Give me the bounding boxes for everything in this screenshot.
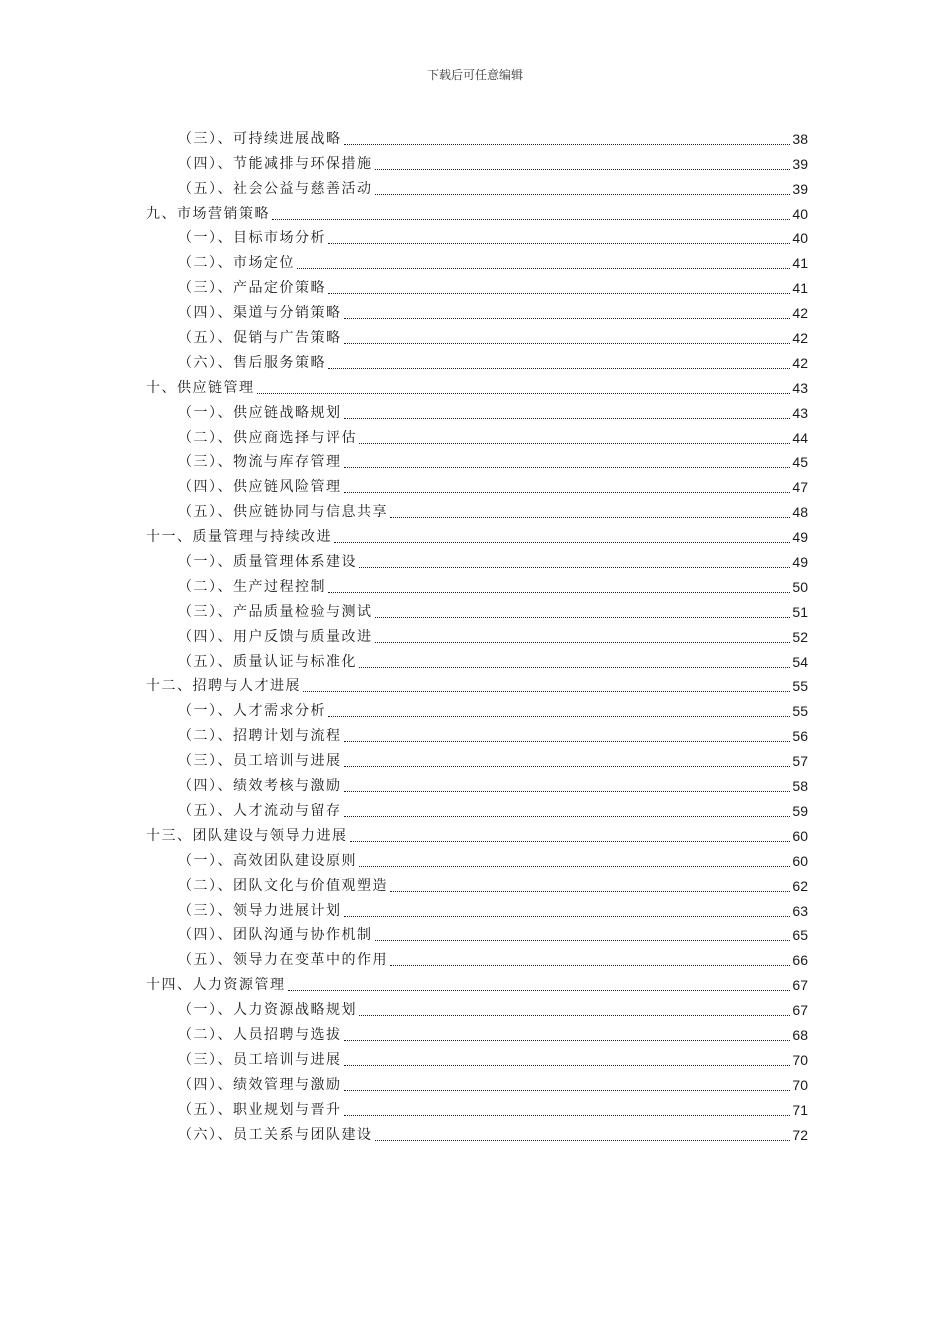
toc-dot-leader (375, 1140, 791, 1141)
toc-dot-leader (359, 667, 790, 668)
toc-page-number: 45 (792, 454, 808, 471)
toc-page-number: 41 (792, 280, 808, 297)
toc-page-number: 65 (792, 927, 808, 944)
toc-page-number: 68 (792, 1026, 808, 1043)
toc-section-entry[interactable] (146, 398, 808, 423)
toc-page-number: 40 (792, 230, 808, 247)
toc-page-number: 54 (792, 653, 808, 670)
toc-chapter-entry[interactable] (146, 199, 808, 224)
toc-page-number: 63 (792, 902, 808, 919)
toc-page-number: 49 (792, 554, 808, 571)
toc-entry-title: （五）、社会公益与慈善活动 (178, 180, 373, 197)
toc-chapter-entry[interactable] (146, 672, 808, 697)
toc-page-number: 43 (792, 379, 808, 396)
toc-section-entry[interactable] (146, 273, 808, 298)
toc-page-number: 66 (792, 952, 808, 969)
toc-page-number: 55 (792, 678, 808, 695)
toc-dot-leader (375, 940, 791, 941)
toc-dot-leader (334, 542, 790, 543)
toc-page-number: 58 (792, 778, 808, 795)
toc-entry-title: （一）、人才需求分析 (178, 703, 326, 720)
toc-page-number: 48 (792, 504, 808, 521)
toc-entry-title: （四）、绩效管理与激励 (178, 1076, 342, 1093)
toc-entry-title: （三）、员工培训与进展 (178, 1051, 342, 1068)
toc-dot-leader (328, 716, 790, 717)
toc-section-entry[interactable] (146, 124, 808, 149)
toc-page-number: 41 (792, 255, 808, 272)
toc-entry-title: 九、市场营销策略 (146, 205, 270, 222)
toc-section-entry[interactable] (146, 945, 808, 970)
toc-entry-title: （五）、质量认证与标准化 (178, 653, 357, 670)
toc-dot-leader (303, 691, 790, 692)
toc-dot-leader (344, 766, 791, 767)
toc-entry-title: （二）、市场定位 (178, 255, 295, 272)
toc-dot-leader (328, 592, 790, 593)
toc-entry-title: （三）、产品质量检验与测试 (178, 603, 373, 620)
toc-section-entry[interactable] (146, 721, 808, 746)
toc-entry-title: （五）、供应链协同与信息共享 (178, 504, 388, 521)
toc-page-number: 42 (792, 305, 808, 322)
toc-dot-leader (359, 443, 790, 444)
toc-section-entry[interactable] (146, 622, 808, 647)
toc-entry-title: （一）、供应链战略规划 (178, 404, 342, 421)
toc-entry-title: （一）、高效团队建设原则 (178, 852, 357, 869)
toc-page-number: 60 (792, 852, 808, 869)
toc-dot-leader (344, 318, 791, 319)
toc-dot-leader (344, 791, 791, 792)
toc-dot-leader (359, 866, 790, 867)
toc-entry-title: （三）、物流与库存管理 (178, 454, 342, 471)
toc-dot-leader (344, 1090, 791, 1091)
toc-dot-leader (344, 916, 791, 917)
toc-section-entry[interactable] (146, 921, 808, 946)
toc-section-entry[interactable] (146, 472, 808, 497)
toc-page-number: 43 (792, 404, 808, 421)
toc-section-entry[interactable] (146, 298, 808, 323)
toc-dot-leader (344, 741, 791, 742)
toc-section-entry[interactable] (146, 597, 808, 622)
toc-page-number: 44 (792, 429, 808, 446)
toc-dot-leader (344, 418, 791, 419)
toc-entry-title: （二）、团队文化与价值观塑造 (178, 877, 388, 894)
toc-entry-title: （六）、售后服务策略 (178, 354, 326, 371)
toc-section-entry[interactable] (146, 423, 808, 448)
toc-page-number: 70 (792, 1076, 808, 1093)
toc-section-entry[interactable] (146, 149, 808, 174)
toc-entry-title: （六）、员工关系与团队建设 (178, 1126, 373, 1143)
toc-page-number: 52 (792, 628, 808, 645)
toc-entry-title: （一）、目标市场分析 (178, 230, 326, 247)
toc-chapter-entry[interactable] (146, 373, 808, 398)
toc-chapter-entry[interactable] (146, 522, 808, 547)
toc-entry-title: （五）、促销与广告策略 (178, 330, 342, 347)
toc-entry-title: （四）、供应链风险管理 (178, 479, 342, 496)
toc-dot-leader (375, 194, 791, 195)
toc-dot-leader (328, 368, 790, 369)
toc-page-number: 40 (792, 205, 808, 222)
toc-page-number: 42 (792, 354, 808, 371)
toc-section-entry[interactable] (146, 796, 808, 821)
toc-section-entry[interactable] (146, 1045, 808, 1070)
toc-section-entry[interactable] (146, 448, 808, 473)
toc-section-entry[interactable] (146, 871, 808, 896)
toc-dot-leader (344, 144, 791, 145)
toc-dot-leader (344, 1065, 791, 1066)
toc-page-number: 38 (792, 130, 808, 147)
toc-entry-title: （三）、可持续进展战略 (178, 130, 342, 147)
toc-page-number: 39 (792, 180, 808, 197)
toc-entry-title: （二）、招聘计划与流程 (178, 728, 342, 745)
toc-dot-leader (328, 243, 790, 244)
toc-page-number: 42 (792, 330, 808, 347)
toc-entry-title: （一）、质量管理体系建设 (178, 554, 357, 571)
toc-page-number: 57 (792, 753, 808, 770)
toc-dot-leader (344, 816, 791, 817)
toc-dot-leader (328, 293, 790, 294)
toc-dot-leader (390, 891, 790, 892)
toc-entry-title: 十四、人力资源管理 (146, 977, 286, 994)
toc-entry-title: （五）、人才流动与留存 (178, 802, 342, 819)
toc-entry-title: 十三、团队建设与领导力进展 (146, 827, 348, 844)
toc-page-number: 71 (792, 1101, 808, 1118)
toc-page-number: 39 (792, 155, 808, 172)
toc-entry-title: （三）、产品定价策略 (178, 280, 326, 297)
toc-dot-leader (344, 467, 791, 468)
toc-dot-leader (359, 567, 790, 568)
toc-chapter-entry[interactable] (146, 821, 808, 846)
toc-dot-leader (375, 642, 791, 643)
toc-entry-title: 十二、招聘与人才进展 (146, 678, 301, 695)
toc-page-number: 55 (792, 703, 808, 720)
toc-section-entry[interactable] (146, 1120, 808, 1145)
toc-section-entry[interactable] (146, 348, 808, 373)
toc-dot-leader (344, 343, 791, 344)
toc-section-entry[interactable] (146, 547, 808, 572)
toc-section-entry[interactable] (146, 1095, 808, 1120)
toc-entry-title: （三）、员工培训与进展 (178, 753, 342, 770)
toc-section-entry[interactable] (146, 1020, 808, 1045)
toc-entry-title: （四）、绩效考核与激励 (178, 778, 342, 795)
toc-entry-title: （一）、人力资源战略规划 (178, 1002, 357, 1019)
toc-page-number: 50 (792, 578, 808, 595)
toc-page-number: 67 (792, 1002, 808, 1019)
toc-page-number: 60 (792, 827, 808, 844)
toc-entry-title: （三）、领导力进展计划 (178, 902, 342, 919)
toc-page-number: 62 (792, 877, 808, 894)
toc-entry-title: （二）、生产过程控制 (178, 578, 326, 595)
toc-entry-title: 十、供应链管理 (146, 379, 255, 396)
toc-dot-leader (257, 393, 791, 394)
toc-entry-title: （四）、用户反馈与质量改进 (178, 628, 373, 645)
toc-section-entry[interactable] (146, 846, 808, 871)
toc-page-number: 56 (792, 728, 808, 745)
toc-section-entry[interactable] (146, 995, 808, 1020)
toc-entry-title: （二）、供应商选择与评估 (178, 429, 357, 446)
toc-entry-title: （四）、节能减排与环保措施 (178, 155, 373, 172)
toc-entry-title: （五）、职业规划与晋升 (178, 1101, 342, 1118)
toc-section-entry[interactable] (146, 896, 808, 921)
toc-dot-leader (390, 517, 790, 518)
toc-dot-leader (375, 169, 791, 170)
toc-page-number: 47 (792, 479, 808, 496)
toc-entry-title: （二）、人员招聘与选拔 (178, 1026, 342, 1043)
toc-page-number: 49 (792, 529, 808, 546)
toc-section-entry[interactable] (146, 174, 808, 199)
toc-section-entry[interactable] (146, 1070, 808, 1095)
toc-section-entry[interactable] (146, 746, 808, 771)
toc-dot-leader (344, 1115, 791, 1116)
toc-dot-leader (359, 1015, 790, 1016)
toc-dot-leader (344, 1040, 791, 1041)
toc-dot-leader (390, 965, 790, 966)
toc-page-number: 51 (792, 603, 808, 620)
toc-section-entry[interactable] (146, 224, 808, 249)
toc-section-entry[interactable] (146, 572, 808, 597)
toc-entry-title: （四）、团队沟通与协作机制 (178, 927, 373, 944)
toc-page-number: 70 (792, 1051, 808, 1068)
toc-entry-title: （四）、渠道与分销策略 (178, 305, 342, 322)
table-of-contents (146, 124, 808, 1145)
toc-section-entry[interactable] (146, 248, 808, 273)
toc-section-entry[interactable] (146, 696, 808, 721)
toc-entry-title: （五）、领导力在变革中的作用 (178, 952, 388, 969)
toc-section-entry[interactable] (146, 771, 808, 796)
toc-page-number: 59 (792, 802, 808, 819)
toc-section-entry[interactable] (146, 647, 808, 672)
toc-dot-leader (344, 492, 791, 493)
page-header: 下载后可任意编辑 (426, 68, 523, 82)
toc-dot-leader (297, 268, 790, 269)
toc-dot-leader (272, 219, 790, 220)
toc-dot-leader (288, 990, 791, 991)
toc-dot-leader (350, 841, 791, 842)
toc-page-number: 67 (792, 977, 808, 994)
toc-page-number: 72 (792, 1126, 808, 1143)
toc-section-entry[interactable] (146, 497, 808, 522)
toc-entry-title: 十一、质量管理与持续改进 (146, 529, 332, 546)
toc-dot-leader (375, 617, 791, 618)
toc-chapter-entry[interactable] (146, 970, 808, 995)
toc-section-entry[interactable] (146, 323, 808, 348)
